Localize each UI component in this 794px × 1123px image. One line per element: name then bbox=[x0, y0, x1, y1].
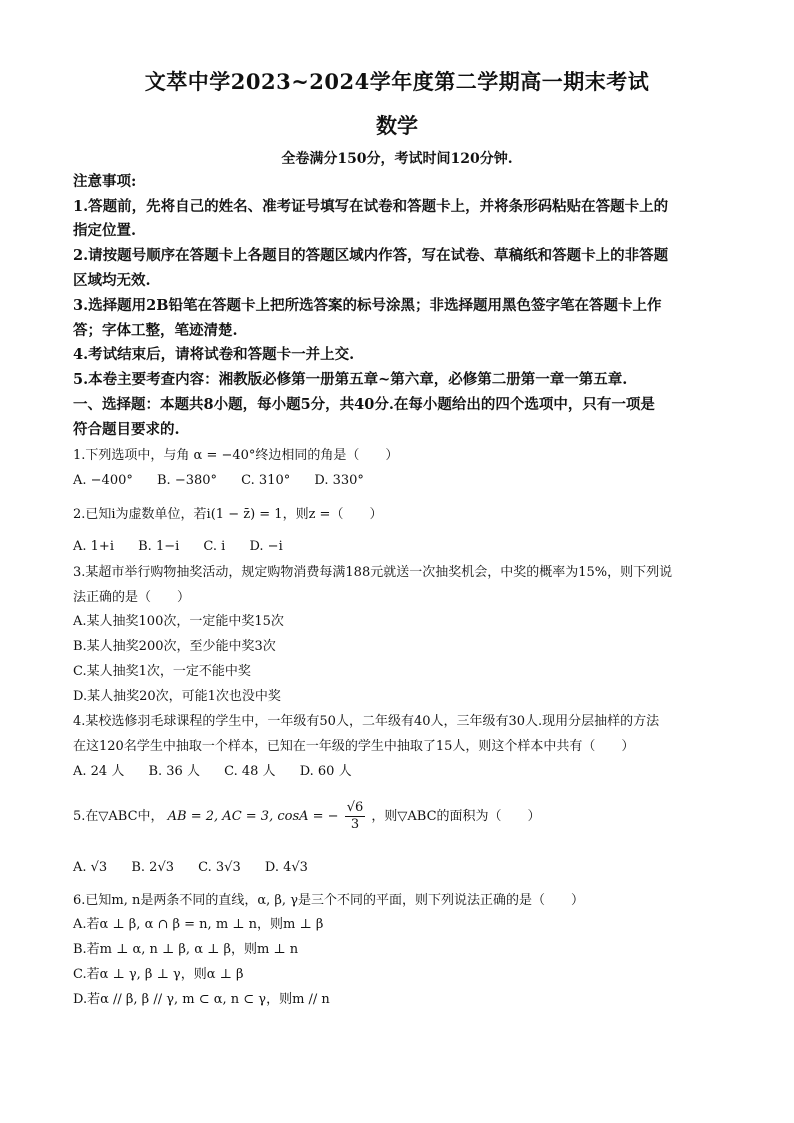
question-3-stem: 3.某超市举行购物抽奖活动，规定购物消费每满188元就送一次抽奖机会，中奖的概率为15%，则下列说 bbox=[73, 565, 673, 580]
question-5-stem bbox=[73, 800, 723, 833]
option-b: B. −380° bbox=[157, 473, 218, 488]
subject-title: 数学 bbox=[376, 113, 418, 138]
option-b: B. 1−i bbox=[138, 539, 180, 554]
question-3-option-b: B.某人抽奖200次，至少能中奖3次 bbox=[73, 639, 276, 654]
notice-item: 2.请按题号顺序在答题卡上各题目的答题区域内作答，写在试卷、草稿纸和答题卡上的非答题 bbox=[73, 247, 669, 264]
question-3-option-d: D.某人抽奖20次，可能1次也没中奖 bbox=[73, 689, 281, 704]
option-c: C. i bbox=[203, 539, 226, 554]
question-1-options bbox=[73, 470, 723, 492]
question-5-options bbox=[73, 857, 723, 879]
option-b: B. 36 人 bbox=[148, 764, 200, 779]
notice-item: 5.本卷主要考查内容：湘教版必修第一册第五章~第六章，必修第二册第一章一第五章. bbox=[73, 371, 628, 388]
notice-item-cont: 答；字体工整，笔迹清楚. bbox=[73, 322, 238, 339]
question-4-options bbox=[73, 761, 723, 783]
question-6-option-a: A.若α ⊥ β, α ∩ β = n, m ⊥ n，则m ⊥ β bbox=[73, 917, 324, 932]
question-6-stem: 6.已知m, n是两条不同的直线，α, β, γ是三个不同的平面，则下列说法正确的是（ ） bbox=[73, 893, 584, 908]
option-a: A. 24 人 bbox=[73, 764, 125, 779]
question-3-option-a: A.某人抽奖100次，一定能中奖15次 bbox=[73, 614, 284, 629]
question-6-option-b: B.若m ⊥ α, n ⊥ β, α ⊥ β，则m ⊥ n bbox=[73, 942, 299, 957]
option-a: A. −400° bbox=[73, 473, 133, 488]
notice-item: 4.考试结束后，请将试卷和答题卡一并上交. bbox=[73, 346, 355, 363]
question-4-stem-cont: 在这120名学生中抽取一个样本，已知在一年级的学生中抽取了15人，则这个样本中共有（ ） bbox=[73, 739, 635, 754]
section-heading-cont: 符合题目要求的. bbox=[73, 421, 180, 438]
question-2-stem: 2.已知i为虚数单位，若i(1 − z̄) = 1，则z =（ ） bbox=[73, 507, 383, 522]
option-a: A. 1+i bbox=[73, 539, 114, 554]
question-4-stem: 4.某校选修羽毛球课程的学生中，一年级有50人，二年级有40人，三年级有30人.现用分层抽样的方法 bbox=[73, 714, 660, 729]
fraction-denominator: 3 bbox=[350, 817, 360, 832]
option-c: C. 3√3 bbox=[198, 860, 241, 875]
section-heading: 一、选择题：本题共8小题，每小题5分，共40分.在每小题给出的四个选项中，只有一项是 bbox=[73, 396, 655, 413]
question-6-option-c: C.若α ⊥ γ, β ⊥ γ，则α ⊥ β bbox=[73, 967, 244, 982]
option-d: D. 60 人 bbox=[299, 764, 352, 779]
notice-item: 1.答题前，先将自己的姓名、准考证号填写在试卷和答题卡上，并将条形码粘贴在答题卡上的 bbox=[73, 198, 669, 215]
option-c: C. 48 人 bbox=[224, 764, 276, 779]
question-2-options bbox=[73, 536, 723, 558]
exam-title: 文萃中学2023~2024学年度第二学期高一期末考试 bbox=[144, 69, 650, 94]
option-d: D. 4√3 bbox=[264, 860, 308, 875]
option-b: B. 2√3 bbox=[131, 860, 175, 875]
question-3-stem-cont: 法正确的是（ ） bbox=[73, 590, 191, 605]
question-3-option-c: C.某人抽奖1次，一定不能中奖 bbox=[73, 664, 251, 679]
notice-item: 3.选择题用2B铅笔在答题卡上把所选答案的标号涂黑；非选择题用黑色签字笔在答题卡上作 bbox=[73, 297, 662, 314]
notice-heading: 注意事项: bbox=[73, 173, 137, 190]
notice-item-cont: 指定位置. bbox=[73, 222, 137, 239]
question-5-prefix: 5.在▽ABC中， bbox=[73, 809, 164, 824]
question-1-stem: 1.下列选项中，与角 α = −40°终边相同的角是（ ） bbox=[73, 448, 399, 463]
question-6-option-d: D.若α // β, β // γ, m ⊂ α, n ⊂ γ，则m // n bbox=[73, 992, 330, 1007]
question-5-condition: AB = 2, AC = 3, cosA = − bbox=[167, 809, 339, 824]
fraction-numerator: √6 bbox=[346, 800, 364, 815]
question-5-suffix: ，则▽ABC的面积为（ ） bbox=[371, 809, 541, 824]
question-5-fraction bbox=[345, 800, 366, 833]
notice-item-cont: 区域均无效. bbox=[73, 272, 151, 289]
option-c: C. 310° bbox=[241, 473, 291, 488]
option-d: D. 330° bbox=[314, 473, 364, 488]
option-d: D. −i bbox=[249, 539, 283, 554]
exam-meta: 全卷满分150分，考试时间120分钟. bbox=[281, 151, 513, 167]
option-a: A. √3 bbox=[73, 860, 108, 875]
